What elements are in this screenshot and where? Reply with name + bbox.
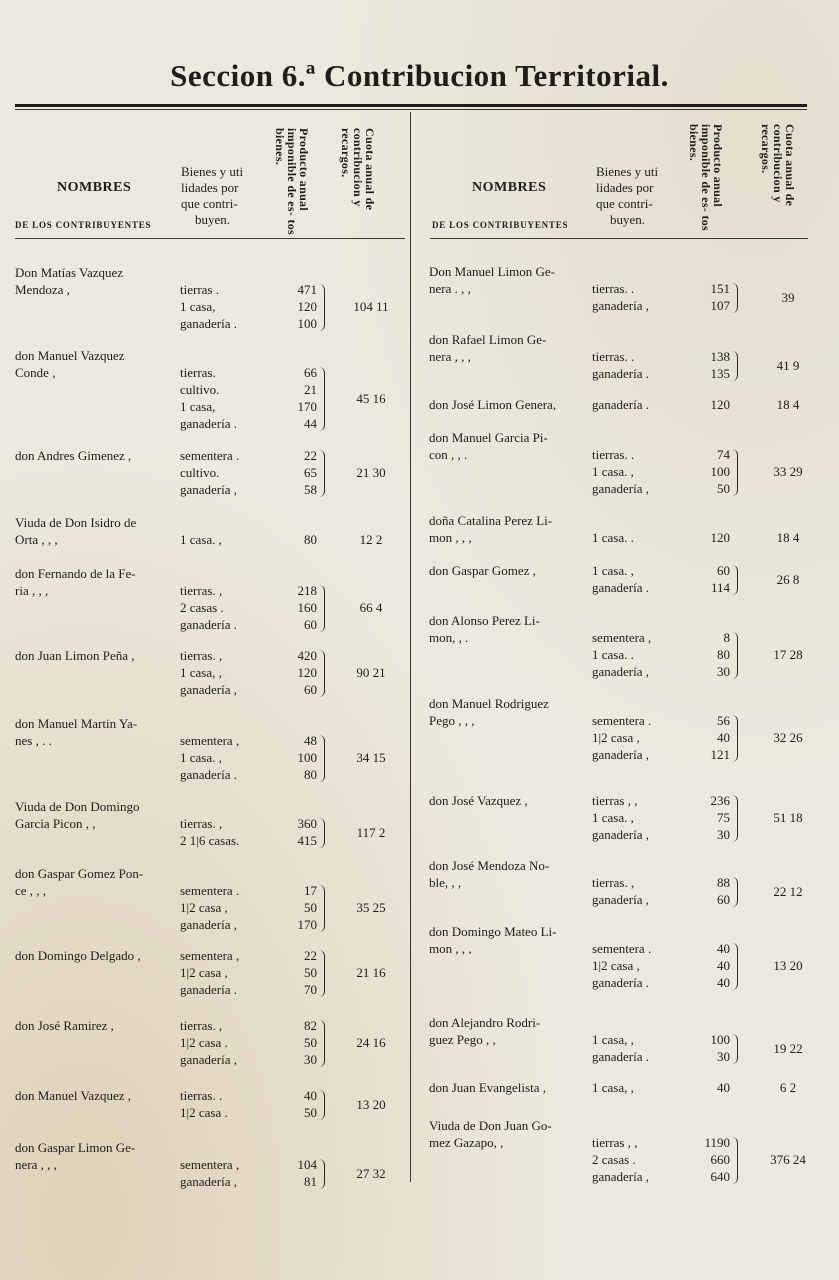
producto-value: 160 <box>297 600 317 615</box>
cuota-value: 19 22 <box>773 1040 803 1056</box>
contribuyente-name: guez Pego , , <box>429 1032 496 1047</box>
bracket <box>732 632 738 679</box>
producto-value: 151 <box>710 281 730 296</box>
bien-item: cultivo. <box>180 382 220 397</box>
producto-value: 58 <box>304 482 317 497</box>
bracket <box>319 450 325 497</box>
cuota-value: 12 2 <box>359 532 383 547</box>
bracket <box>732 715 738 762</box>
bracket <box>319 650 325 697</box>
producto-value: 66 <box>304 365 317 380</box>
contribuyente-name: don Alejandro Rodri- <box>429 1015 541 1030</box>
bien-item: 1 casa, <box>180 399 216 414</box>
cuota-value: 41 9 <box>776 357 800 373</box>
bracket <box>319 367 325 431</box>
bien-item: 1 casa, , <box>180 665 222 680</box>
bien-item: tierras. . <box>592 447 635 462</box>
cuota-value: 26 8 <box>776 571 800 587</box>
header-producto <box>274 128 310 236</box>
contribuyente-name: Viuda de Don Domingo <box>15 799 140 814</box>
bien-item: ganadería , <box>592 481 650 496</box>
contribuyente-name: don Manuel Martin Ya- <box>15 716 138 731</box>
header-underline-right <box>430 238 808 239</box>
cuota-value: 90 21 <box>356 665 386 680</box>
producto-value: 138 <box>710 349 730 364</box>
title-rule-thin <box>15 109 807 110</box>
bien-item: 1 casa. , <box>180 750 222 765</box>
cuota-value: 376 24 <box>770 1152 806 1167</box>
header-cuota-line: Cuota anual de <box>783 124 797 207</box>
cuota-value: 24 16 <box>356 1035 386 1050</box>
bien-item: sementera , <box>180 1157 240 1172</box>
contribuyente-name: ce , , , <box>15 883 47 898</box>
header-producto-right <box>688 124 724 234</box>
bien-item: 2 casas . <box>180 600 224 615</box>
header-cuota-line: Cuota anual de <box>363 128 377 211</box>
bien-item: ganadería , <box>180 482 238 497</box>
bien-item: tierras , , <box>592 793 638 808</box>
contribuyente-name: doña Catalina Perez Li- <box>429 513 553 528</box>
bien-item: ganadería . <box>180 316 238 331</box>
bracket <box>319 1159 325 1189</box>
header-bienes-line: lidades por <box>596 180 654 195</box>
bien-item: tierras. . <box>592 349 635 364</box>
contribuyente-name: nera , , , <box>429 349 471 364</box>
bien-item: ganadería . <box>180 416 238 431</box>
bien-item: ganadería , <box>592 747 650 762</box>
contribuyente-name: don José Mendoza No- <box>429 858 550 873</box>
bien-item: ganadería . <box>592 397 650 412</box>
bien-item: cultivo. <box>180 465 220 480</box>
header-contribuyentes: DE LOS CONTRIBUYENTES <box>15 220 152 230</box>
bien-item: 1 casa. , <box>592 464 634 479</box>
cuota-value: 32 26 <box>773 730 803 745</box>
bien-item: tierras. , <box>180 816 223 831</box>
header-bienes-line: que contri- <box>181 196 238 211</box>
producto-value: 88 <box>717 875 730 890</box>
bien-item: ganadería . <box>592 366 650 381</box>
header-cuota-line: recargos. <box>339 128 353 178</box>
contribuyente-name: Orta , , , <box>15 532 58 547</box>
bien-item: 1 casa. . <box>592 647 634 662</box>
producto-value: 80 <box>717 647 730 662</box>
bien-item: ganadería . <box>592 580 650 595</box>
contribuyente-name: don Domingo Mateo Li- <box>429 924 557 939</box>
header-bienes-line: lidades por <box>181 180 239 195</box>
bien-item: ganadería . <box>180 617 238 632</box>
contribuyente-name: don Domingo Delgado , <box>15 948 141 963</box>
producto-value: 60 <box>717 892 730 907</box>
bracket <box>732 877 738 907</box>
cuota-value: 13 20 <box>356 1096 386 1112</box>
bien-item: ganadería , <box>592 892 650 907</box>
contribuyente-name: Garcia Picon , , <box>15 816 96 831</box>
bracket <box>732 1034 738 1064</box>
contribuyente-name: don Manuel Rodriguez <box>429 696 549 711</box>
bien-item: sementera , <box>180 733 240 748</box>
contribuyente-name: nera , , , <box>15 1157 57 1172</box>
bien-item: 1 casa, , <box>592 1080 634 1095</box>
producto-value: 107 <box>710 298 730 313</box>
producto-value: 50 <box>304 900 317 915</box>
bien-item: ganadería . <box>592 1049 650 1064</box>
bracket <box>319 284 325 331</box>
header-cuota-line: recargos. <box>759 124 773 174</box>
bien-item: 1|2 casa . <box>180 1035 228 1050</box>
producto-value: 120 <box>710 530 730 545</box>
contribuyente-name: don Manuel Vazquez , <box>15 1088 132 1103</box>
producto-value: 120 <box>297 665 317 680</box>
bien-item: tierras. , <box>592 875 635 890</box>
bracket <box>319 950 325 997</box>
cuota-value: 21 30 <box>356 465 386 480</box>
contribuyente-name: ria , , , <box>15 583 49 598</box>
producto-value: 80 <box>304 767 317 782</box>
producto-value: 170 <box>297 399 317 414</box>
header-cuota-right <box>760 124 796 234</box>
bien-item: tierras . <box>180 282 219 297</box>
bien-item: ganadería . <box>180 982 238 997</box>
contribuyente-name: don Gaspar Gomez Pon- <box>15 866 144 881</box>
producto-value: 48 <box>304 733 317 748</box>
producto-value: 80 <box>304 532 317 547</box>
producto-value: 100 <box>297 316 317 331</box>
producto-value: 30 <box>717 664 730 679</box>
producto-value: 415 <box>297 833 317 848</box>
header-bienes-line: Bienes y uti <box>181 164 244 179</box>
producto-value: 40 <box>717 975 730 990</box>
bracket <box>732 449 738 496</box>
contribuyente-name: don Juan Limon Peña , <box>15 648 135 663</box>
bracket <box>732 1137 738 1184</box>
cuota-value: 22 12 <box>773 883 803 899</box>
header-producto-line: tos bienes. <box>273 128 299 236</box>
bracket <box>319 1090 325 1120</box>
producto-value: 420 <box>297 648 317 663</box>
cuota-value: 18 4 <box>776 530 800 545</box>
bien-item: 1 casa, , <box>592 1032 634 1047</box>
producto-value: 100 <box>710 464 730 479</box>
contribuyente-name: Viuda de Don Juan Go- <box>429 1118 552 1133</box>
contribuyente-name: don José Ramirez , <box>15 1018 114 1033</box>
bien-item: 1 casa. . <box>592 530 634 545</box>
bien-item: sementera . <box>180 448 240 463</box>
producto-value: 60 <box>304 682 317 697</box>
producto-value: 30 <box>717 827 730 842</box>
producto-value: 104 <box>297 1157 317 1172</box>
cuota-value: 13 20 <box>773 958 803 973</box>
producto-value: 40 <box>717 730 730 745</box>
bien-item: sementera . <box>592 941 652 956</box>
cuota-value: 66 4 <box>359 600 383 615</box>
contribuyente-name: don Andres Gimenez , <box>15 448 132 463</box>
header-bienes-line: Bienes y uti <box>596 164 659 179</box>
contribuyente-name: mon , , , <box>429 941 472 956</box>
bien-item: 1|2 casa , <box>592 958 640 973</box>
header-bienes <box>181 164 243 228</box>
producto-value: 114 <box>710 580 730 595</box>
producto-value: 471 <box>297 282 317 297</box>
bracket <box>319 818 325 848</box>
bien-item: 1|2 casa , <box>180 900 228 915</box>
bien-item: 2 casas . <box>592 1152 636 1167</box>
bracket <box>732 565 738 595</box>
header-bienes-right <box>596 164 658 228</box>
bien-item: 1|2 casa . <box>180 1105 228 1120</box>
producto-value: 40 <box>717 958 730 973</box>
contribuyente-name: don Fernando de la Fe- <box>15 566 136 581</box>
title-rule <box>15 104 807 107</box>
header-producto-line: tos bienes. <box>687 124 713 232</box>
header-bienes-line: buyen. <box>610 212 646 227</box>
contribuyente-name: Don Matías Vazquez <box>15 265 124 280</box>
bien-item: sementera , <box>180 948 240 963</box>
header-underline <box>15 238 405 239</box>
contribuyente-name: ble, , , <box>429 875 462 890</box>
producto-value: 218 <box>297 583 317 598</box>
producto-value: 74 <box>717 447 730 462</box>
contribuyente-name: don José Limon Genera, <box>429 397 557 412</box>
producto-value: 660 <box>710 1152 730 1167</box>
producto-value: 30 <box>304 1052 317 1067</box>
cuota-value: 33 29 <box>773 464 803 479</box>
producto-value: 360 <box>297 816 317 831</box>
producto-value: 60 <box>304 617 317 632</box>
producto-value: 8 <box>723 630 730 645</box>
cuota-value: 117 2 <box>356 824 386 840</box>
bracket <box>319 585 325 632</box>
header-cuota-line: contribucion y <box>771 124 785 203</box>
bracket <box>732 943 738 990</box>
contribuyente-name: don Manuel Garcia Pi- <box>429 430 548 445</box>
column-divider <box>410 112 411 1182</box>
producto-value: 75 <box>717 810 730 825</box>
producto-value: 170 <box>297 917 317 932</box>
cuota-value: 35 25 <box>356 900 386 915</box>
producto-value: 30 <box>717 1049 730 1064</box>
producto-value: 236 <box>710 793 730 808</box>
contribuyente-name: don Gaspar Gomez , <box>429 563 536 578</box>
bien-item: ganadería , <box>592 664 650 679</box>
header-producto-line: Producto anual <box>711 124 725 207</box>
contribuyente-name: don Juan Evangelista , <box>429 1080 546 1095</box>
producto-value: 21 <box>304 382 317 397</box>
page-title: Seccion 6.ª Contribucion Territorial. <box>170 58 669 93</box>
bien-item: ganadería , <box>180 1052 238 1067</box>
producto-value: 1190 <box>704 1135 730 1150</box>
bien-item: 1|2 casa , <box>592 730 640 745</box>
producto-value: 121 <box>710 747 730 762</box>
cuota-value: 39 <box>781 289 795 305</box>
contribuyente-name: mon, , . <box>429 630 469 645</box>
producto-value: 100 <box>710 1032 730 1047</box>
cuota-value: 34 15 <box>356 750 386 765</box>
bien-item: sementera . <box>592 713 652 728</box>
bien-item: 1 casa. , <box>180 532 222 547</box>
cuota-value: 18 4 <box>776 397 800 412</box>
contribuyente-name: Viuda de Don Isidro de <box>15 515 137 530</box>
header-producto-line: imponible de es- <box>699 124 713 213</box>
bien-item: tierras. , <box>180 583 223 598</box>
contribuyente-name: don Alonso Perez Li- <box>429 613 540 628</box>
header-cuota-line: contribucion y <box>351 128 365 207</box>
cuota-value: 104 11 <box>353 299 389 314</box>
bien-item: ganadería . <box>592 975 650 990</box>
bien-item: tierras. <box>180 365 216 380</box>
bracket <box>732 283 738 313</box>
contribuyente-name: don Manuel Vazquez <box>15 348 125 363</box>
contribuyente-name: mon , , , <box>429 530 472 545</box>
producto-value: 135 <box>710 366 730 381</box>
contribuyente-name: don Gaspar Limon Ge- <box>15 1140 136 1155</box>
header-bienes-line: que contri- <box>596 196 653 211</box>
contribuyente-name: don José Vazquez , <box>429 793 528 808</box>
bien-item: ganadería , <box>592 827 650 842</box>
cuota-value: 27 32 <box>356 1165 386 1181</box>
bien-item: ganadería . <box>180 767 238 782</box>
bien-item: ganadería , <box>592 298 650 313</box>
bien-item: 1 casa. , <box>592 563 634 578</box>
bien-item: tierras , , <box>592 1135 638 1150</box>
contribuyente-name: nera . , , <box>429 281 471 296</box>
cuota-value: 6 2 <box>779 1080 797 1095</box>
contribuyente-name: Don Manuel Limon Ge- <box>429 264 556 279</box>
header-producto-line: imponible de es- <box>285 128 299 217</box>
producto-value: 100 <box>297 750 317 765</box>
producto-value: 81 <box>304 1174 317 1189</box>
producto-value: 60 <box>717 563 730 578</box>
header-nombres: NOMBRES <box>57 180 132 195</box>
producto-value: 40 <box>717 1080 730 1095</box>
bien-item: tierras. , <box>180 648 223 663</box>
bien-item: tierras. , <box>180 1018 223 1033</box>
producto-value: 40 <box>717 941 730 956</box>
bien-item: sementera . <box>180 883 240 898</box>
bien-item: sementera , <box>592 630 652 645</box>
bien-item: 2 1|6 casas. <box>180 833 240 848</box>
contribuyente-name: con , , . <box>429 447 468 462</box>
producto-value: 17 <box>304 883 317 898</box>
producto-value: 65 <box>304 465 317 480</box>
bracket <box>732 351 738 381</box>
bien-item: ganadería , <box>180 682 238 697</box>
bien-item: ganadería , <box>180 1174 238 1189</box>
bien-item: 1 casa, <box>180 299 216 314</box>
contribuyente-name: don Rafael Limon Ge- <box>429 332 547 347</box>
producto-value: 22 <box>304 448 317 463</box>
producto-value: 50 <box>304 965 317 980</box>
contribuyente-name: mez Gazapo, , <box>429 1135 504 1150</box>
cuota-value: 17 28 <box>773 647 803 662</box>
header-cuota <box>340 128 376 236</box>
bien-item: ganadería , <box>592 1169 650 1184</box>
cuota-value: 45 16 <box>356 390 386 406</box>
bracket <box>319 885 325 932</box>
bracket <box>732 795 738 842</box>
producto-value: 50 <box>304 1035 317 1050</box>
header-producto-line: Producto anual <box>297 128 311 211</box>
producto-value: 70 <box>304 982 317 997</box>
bien-item: ganadería , <box>180 917 238 932</box>
producto-value: 50 <box>304 1105 317 1120</box>
producto-value: 56 <box>717 713 730 728</box>
bien-item: tierras. . <box>180 1088 223 1103</box>
header-contribuyentes-right: DE LOS CONTRIBUYENTES <box>432 220 569 230</box>
header-bienes-line: buyen. <box>195 212 231 227</box>
producto-value: 640 <box>710 1169 730 1184</box>
producto-value: 120 <box>710 397 730 412</box>
producto-value: 50 <box>717 481 730 496</box>
bien-item: 1 casa. , <box>592 810 634 825</box>
bracket <box>319 735 325 782</box>
bien-item: tierras. . <box>592 281 635 296</box>
contribuyente-name: nes , . . <box>15 733 52 748</box>
producto-value: 82 <box>304 1018 317 1033</box>
bracket <box>319 1020 325 1067</box>
bien-item: 1|2 casa , <box>180 965 228 980</box>
contribuyente-name: Mendoza , <box>15 282 70 297</box>
cuota-value: 21 16 <box>356 965 386 980</box>
contribuyente-name: Conde , <box>15 365 56 380</box>
producto-value: 44 <box>304 416 317 431</box>
producto-value: 40 <box>304 1088 317 1103</box>
producto-value: 22 <box>304 948 317 963</box>
cuota-value: 51 18 <box>773 810 803 825</box>
contribuyente-name: Pego , , , <box>429 713 475 728</box>
header-nombres-right: NOMBRES <box>472 180 547 195</box>
producto-value: 120 <box>297 299 317 314</box>
